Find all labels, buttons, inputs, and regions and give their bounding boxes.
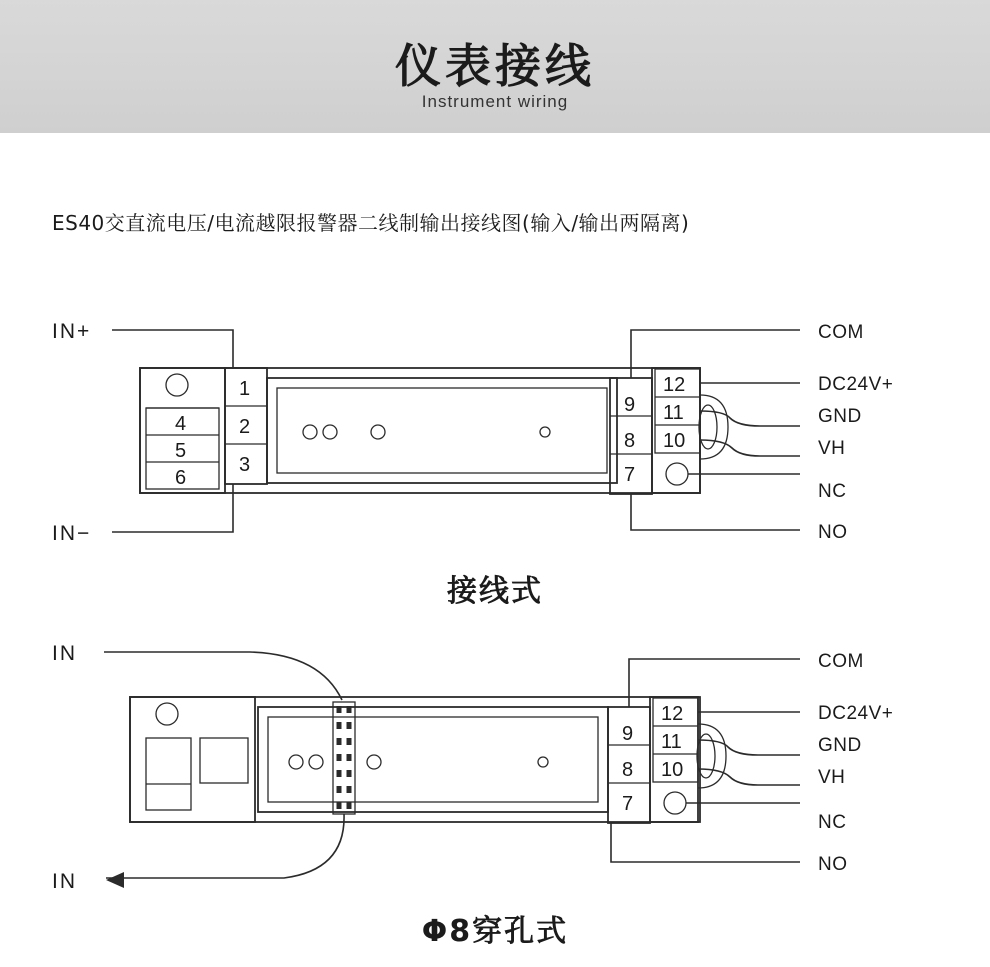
led-icon-2d: [538, 757, 548, 767]
label-vh-1: VH: [818, 438, 846, 459]
wire-com-1: [631, 330, 800, 378]
terminal-label-8-2: 8: [622, 759, 634, 781]
label-com-2: COM: [818, 651, 864, 672]
terminal-label-5: 5: [175, 440, 187, 462]
wire-no-1: [631, 494, 800, 530]
terminal-label-7: 7: [624, 464, 636, 486]
terminal-label-9: 9: [624, 394, 636, 416]
terminal-label-10: 10: [663, 430, 686, 452]
clip-shape-2: [698, 724, 726, 788]
page-subtitle: Instrument wiring: [421, 92, 569, 111]
faceplate-1: [267, 378, 617, 483]
screw-icon-bottom-right-2: [664, 792, 686, 814]
terminal-label-8: 8: [624, 430, 636, 452]
module-body-1: [140, 368, 700, 493]
led-icon-1d: [540, 427, 550, 437]
figure-wiring-type: [52, 320, 893, 545]
wire-in-top-2: [104, 652, 342, 700]
wire-in-bottom-2: [106, 814, 344, 878]
left-terminal-slot-2a: [146, 738, 191, 810]
faceplate-2: [258, 707, 608, 812]
figure-through-hole-type: [52, 642, 893, 893]
label-nc-2: NC: [818, 812, 847, 833]
label-vh-2: VH: [818, 767, 846, 788]
terminal-label-3: 3: [239, 454, 251, 476]
terminal-label-12: 12: [663, 374, 686, 396]
screw-icon-top-left-1: [166, 374, 188, 396]
label-gnd-1: GND: [818, 406, 862, 427]
wire-no-2: [611, 823, 800, 862]
terminal-label-2: 2: [239, 416, 251, 438]
clip-shape-1: [700, 395, 728, 459]
wire-com-2: [629, 659, 800, 707]
terminal-label-11-2: 11: [661, 731, 682, 753]
diagram-caption: ES40交直流电压/电流越限报警器二线制输出接线图(输入/输出两隔离): [52, 211, 690, 235]
wire-vh-2: [698, 769, 800, 785]
led-icon-2a: [289, 755, 303, 769]
label-no-1: NO: [818, 522, 848, 543]
label-in-bottom-2: IN: [52, 870, 77, 893]
terminal-label-6: 6: [175, 467, 187, 489]
through-hole-dashes: [339, 706, 349, 810]
left-terminal-block-2: [130, 697, 255, 822]
led-icon-1b: [323, 425, 337, 439]
faceplate-inner-1: [277, 388, 607, 473]
led-icon-1c: [371, 425, 385, 439]
label-dc24v-2: DC24V+: [818, 703, 894, 724]
terminal-label-1: 1: [239, 378, 251, 400]
label-in-minus-1: IN−: [52, 522, 92, 545]
screw-icon-bottom-right-1: [666, 463, 688, 485]
led-icon-1a: [303, 425, 317, 439]
terminal-label-11: 11: [663, 402, 684, 424]
terminal-label-4: 4: [175, 413, 187, 435]
label-in-top-2: IN: [52, 642, 77, 665]
module-body-2: [130, 697, 700, 822]
label-gnd-2: GND: [818, 735, 862, 756]
wire-in-minus-1: [112, 484, 233, 532]
label-in-plus-1: IN+: [52, 320, 92, 343]
figure-2-title: Φ8穿孔式: [421, 914, 569, 949]
label-com-1: COM: [818, 322, 864, 343]
wire-in-plus-1: [112, 330, 233, 368]
label-dc24v-1: DC24V+: [818, 374, 894, 395]
figure-1-title: 接线式: [447, 574, 543, 609]
screw-icon-top-left-2: [156, 703, 178, 725]
terminal-label-12-2: 12: [661, 703, 684, 725]
arrow-icon-in-2: [106, 872, 124, 888]
terminal-label-10-2: 10: [661, 759, 684, 781]
terminal-label-7-2: 7: [622, 793, 634, 815]
label-nc-1: NC: [818, 481, 847, 502]
through-hole-channel: [333, 702, 355, 814]
terminal-label-9-2: 9: [622, 723, 634, 745]
led-icon-2c: [367, 755, 381, 769]
faceplate-inner-2: [268, 717, 598, 802]
page-title: 仪表接线: [395, 39, 595, 93]
led-icon-2b: [309, 755, 323, 769]
label-no-2: NO: [818, 854, 848, 875]
left-terminal-slot-2b: [200, 738, 248, 783]
